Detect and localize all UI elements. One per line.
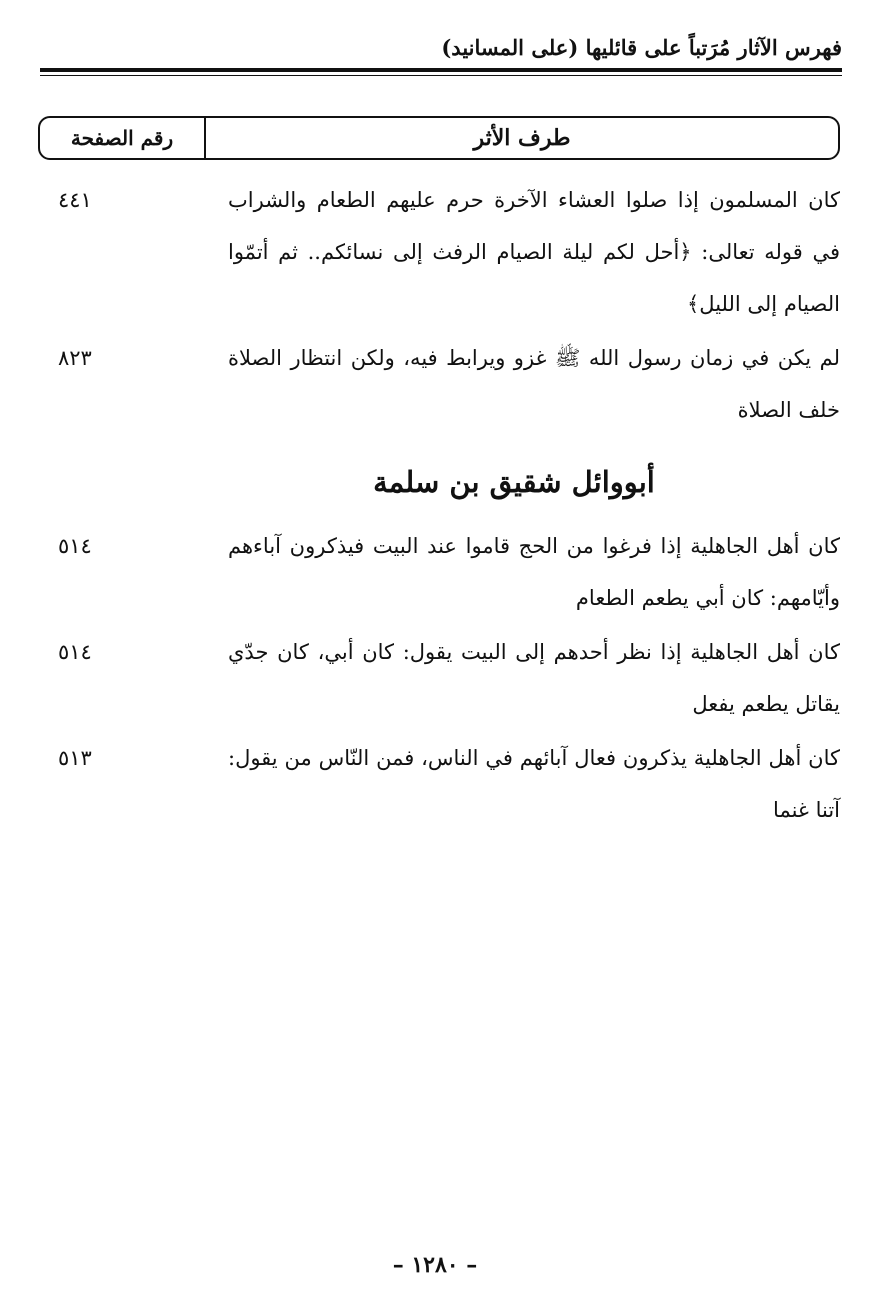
entry-excerpt: كان أهل الجاهلية يذكرون فعال آبائهم في الناس، فمن النّاس من يقول: آتنا غنما <box>228 746 840 822</box>
page-number-footer: – ١٢٨٠ – <box>392 1252 478 1278</box>
index-entry <box>38 174 840 330</box>
entry-excerpt: كان المسلمون إذا صلوا العشاء الآخرة حرم عليهم الطعام والشراب في قوله تعالى: ﴿أحل لكم ليلة الصيام الرفث إلى نسائكم.. ثم أتمّوا الصيام إلى الليل﴾ <box>228 188 840 316</box>
index-entry <box>38 626 840 730</box>
index-entry <box>38 520 840 624</box>
index-content <box>38 174 840 838</box>
table-header <box>38 116 840 160</box>
header-rule-thin <box>40 75 842 76</box>
excerpt-column-header: طرف الأثر <box>473 125 571 151</box>
header-rule <box>40 68 842 72</box>
entry-excerpt: كان أهل الجاهلية إذا نظر أحدهم إلى البيت يقول: كان أبي، كان جدّي يقاتل يطعم يفعل <box>228 640 840 716</box>
page-number-column-header: رقم الصفحة <box>40 118 206 158</box>
index-entry <box>38 732 840 836</box>
entry-page-number: ٥١٤ <box>58 640 92 664</box>
entry-excerpt: لم يكن في زمان رسول الله ﷺ غزو ويرابط فيه، ولكن انتظار الصلاة خلف الصلاة <box>228 346 840 422</box>
entry-page-number: ٨٢٣ <box>58 346 92 370</box>
entry-page-number: ٤٤١ <box>58 188 92 212</box>
entry-page-number: ٥١٤ <box>58 534 92 558</box>
running-header: فهرس الآثار مُرَتباً على قائليها (على المسانيد) <box>441 35 842 60</box>
index-entry <box>38 332 840 436</box>
narrator-heading: أبووائل شقيق بن سلمة <box>373 465 655 499</box>
entry-page-number: ٥١٣ <box>58 746 92 770</box>
entry-excerpt: كان أهل الجاهلية إذا فرغوا من الحج قاموا عند البيت فيذكرون آباءهم وأيّامهم: كان أبي يطعم الطعام <box>228 534 840 610</box>
